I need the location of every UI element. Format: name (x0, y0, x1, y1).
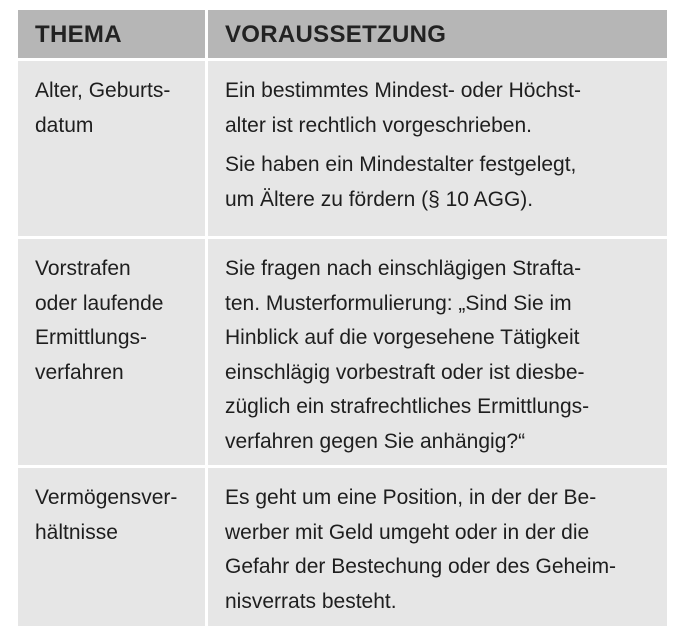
requirement-line: alter ist rechtlich vorgeschrieben. (225, 113, 532, 137)
requirement-line: verfahren gegen Sie anhängig?“ (225, 429, 526, 453)
requirement-line: Ein bestimmtes Mindest- oder Höchst- (225, 79, 581, 102)
header-voraussetzung: VORAUSSETZUNG (208, 10, 667, 58)
requirements-table (18, 10, 667, 626)
topic-line: verfahren (35, 360, 124, 384)
topic-cell-vorstrafen (18, 239, 205, 465)
topic-line: oder laufende (35, 291, 164, 315)
topic-line: Vorstrafen (35, 257, 131, 280)
requirement-line: einschlägig vorbestraft oder ist diesbe- (225, 360, 585, 384)
requirement-line: züglich ein strafrechtliches Ermittlungs- (225, 395, 590, 418)
requirement-cell-vermoegen (208, 468, 667, 626)
topic-line: Alter, Geburts- (35, 79, 171, 102)
topic-line: Ermittlungs- (35, 326, 148, 349)
requirement-line: Sie fragen nach einschlägigen Strafta- (225, 257, 582, 280)
requirement-line: Sie haben ein Mindestalter festgelegt, (225, 153, 577, 176)
topic-line: hältnisse (35, 520, 118, 544)
requirement-line: nisverrats besteht. (225, 589, 397, 613)
requirement-cell-vorstrafen (208, 239, 667, 465)
topic-cell-vermoegen (18, 468, 205, 626)
topic-line: datum (35, 113, 94, 137)
requirement-line: Hinblick auf die vorgesehene Tätigkeit (225, 326, 580, 349)
requirement-cell-alter (208, 61, 667, 236)
header-thema: THEMA (18, 10, 205, 58)
requirement-line: werber mit Geld umgeht oder in der die (225, 520, 590, 544)
requirement-line: Es geht um eine Position, in der der Be- (225, 486, 597, 509)
topic-cell-alter (18, 61, 205, 236)
requirement-line: ten. Musterformulierung: „Sind Sie im (225, 291, 572, 315)
topic-line: Vermögensver- (35, 486, 178, 509)
requirement-line: Gefahr der Bestechung oder des Geheim- (225, 555, 617, 578)
requirement-line: um Ältere zu fördern (§ 10 AGG). (225, 187, 534, 211)
